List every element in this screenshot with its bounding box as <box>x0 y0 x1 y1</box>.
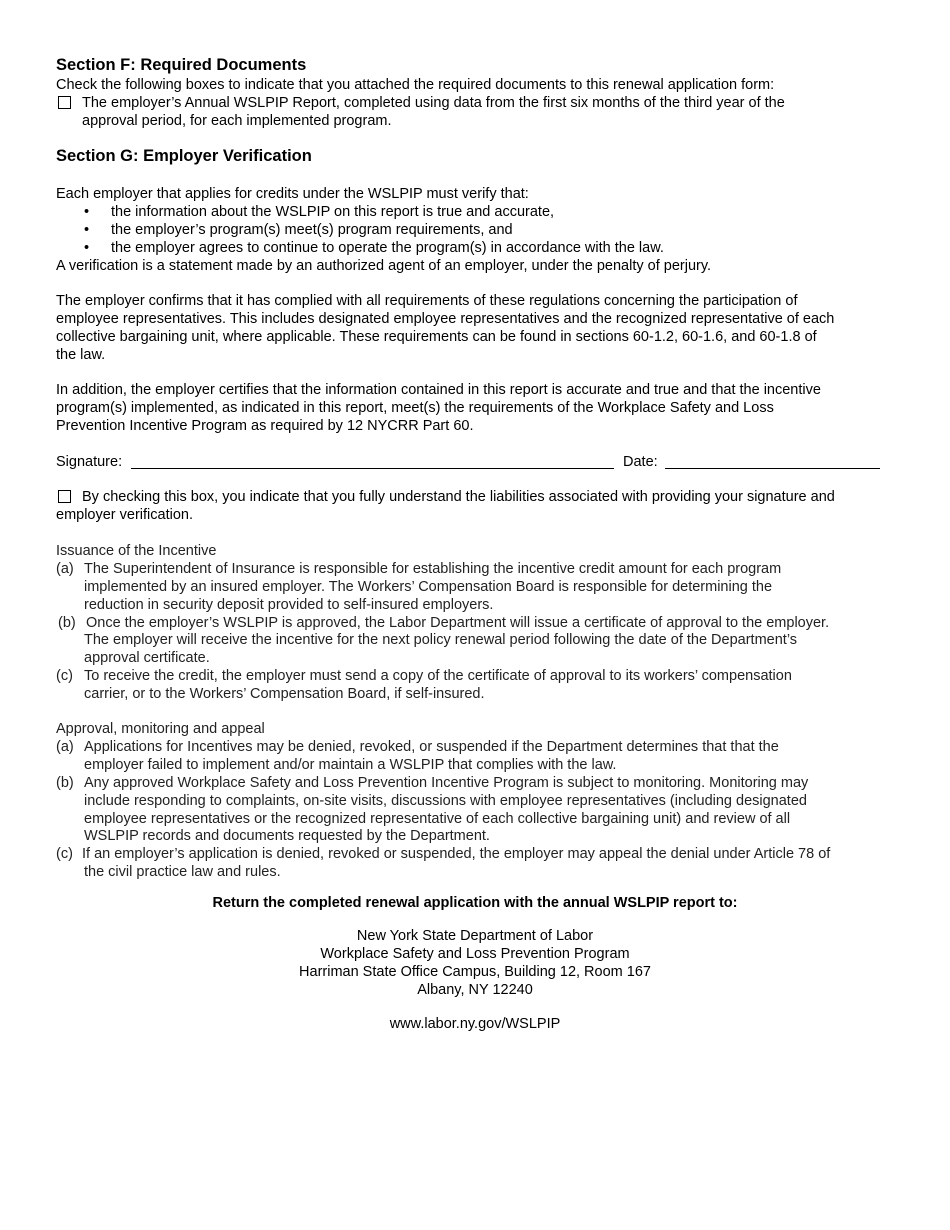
compliance-para-line4: the law. <box>56 347 106 363</box>
section-g-intro: Each employer that applies for credits under the WSLPIP must verify that: <box>56 186 529 202</box>
verify-bullet-2: the employer’s program(s) meet(s) program requirements, and <box>111 222 513 238</box>
certification-para-line3: Prevention Incentive Program as required by 12 NYCRR Part 60. <box>56 418 474 434</box>
section-f-heading: Section F: Required Documents <box>56 56 307 74</box>
issuance-b-line3: approval certificate. <box>84 650 210 666</box>
approval-c-line1: If an employer’s application is denied, revoked or suspended, the employer may appeal the denial under Article 78 of <box>82 846 831 862</box>
required-documents-label-line1: The employer’s Annual WSLPIP Report, completed using data from the first six months of the third year of the <box>82 95 785 111</box>
website-link[interactable]: www.labor.ny.gov/WSLPIP <box>389 1016 561 1032</box>
approval-b-line4: WSLPIP records and documents requested by the Department. <box>84 828 490 844</box>
required-documents-label-line2: approval period, for each implemented program. <box>82 113 392 129</box>
issuance-marker-b: (b) <box>58 615 76 631</box>
required-documents-checkbox[interactable] <box>58 96 71 109</box>
verify-bullet-3: the employer agrees to continue to operate the program(s) in accordance with the law. <box>111 240 664 256</box>
address-line-2: Workplace Safety and Loss Prevention Program <box>320 946 630 962</box>
verification-note: A verification is a statement made by an authorized agent of an employer, under the penalty of perjury. <box>56 258 712 274</box>
issuance-heading: Issuance of the Incentive <box>56 543 217 559</box>
approval-b-line1: Any approved Workplace Safety and Loss Prevention Incentive Program is subject to monitoring. Monitoring may <box>84 775 809 791</box>
issuance-c-line1: To receive the credit, the employer must send a copy of the certificate of approval to its workers’ compensation <box>84 668 792 684</box>
issuance-marker-a: (a) <box>56 561 74 577</box>
compliance-para-line3: collective bargaining unit, where applicable. These requirements can be found in sections 60-1.2, 60-1.6, and 60-1.8 of <box>56 329 817 345</box>
return-heading: Return the completed renewal application with the annual WSLPIP report to: <box>212 895 738 911</box>
approval-a-line2: employer failed to implement and/or maintain a WSLPIP that complies with the law. <box>84 757 617 773</box>
approval-b-line3: employee representatives or the recognized representative of each collective bargaining unit) and review of all <box>84 811 791 827</box>
date-label: Date: <box>623 454 658 470</box>
signature-line[interactable] <box>131 468 614 469</box>
issuance-a-line1: The Superintendent of Insurance is responsible for establishing the incentive credit amount for each program <box>84 561 782 577</box>
signature-label: Signature: <box>56 454 123 470</box>
liability-checkbox[interactable] <box>58 490 71 503</box>
approval-c-line2: the civil practice law and rules. <box>84 864 281 880</box>
approval-marker-a: (a) <box>56 739 74 755</box>
section-g-heading: Section G: Employer Verification <box>56 147 312 165</box>
date-line[interactable] <box>665 468 880 469</box>
certification-para-line1: In addition, the employer certifies that the information contained in this report is accurate and true and that the incentive <box>56 382 821 398</box>
bullet-icon: • <box>84 222 90 238</box>
address-line-1: New York State Department of Labor <box>356 928 594 944</box>
verify-bullet-1: the information about the WSLPIP on this report is true and accurate, <box>111 204 555 220</box>
issuance-c-line2: carrier, or to the Workers’ Compensation Board, if self-insured. <box>84 686 485 702</box>
bullet-icon: • <box>84 240 90 256</box>
issuance-b-line2: The employer will receive the incentive for the next policy renewal period following the date of the Department’s <box>84 632 798 648</box>
issuance-b-line1: Once the employer’s WSLPIP is approved, the Labor Department will issue a certificate of approval to the employer. <box>86 615 830 631</box>
address-line-3: Harriman State Office Campus, Building 12, Room 167 <box>299 964 651 980</box>
approval-marker-b: (b) <box>56 775 74 791</box>
issuance-a-line3: reduction in security deposit provided to self-insured employers. <box>84 597 494 613</box>
liability-label-line2: employer verification. <box>56 507 193 523</box>
approval-heading: Approval, monitoring and appeal <box>56 721 265 737</box>
issuance-a-line2: implemented by an insured employer. The Workers’ Compensation Board is responsible for determining the <box>84 579 773 595</box>
bullet-icon: • <box>84 204 90 220</box>
compliance-para-line1: The employer confirms that it has complied with all requirements of these regulations concerning the participation of <box>56 293 798 309</box>
approval-a-line1: Applications for Incentives may be denied, revoked, or suspended if the Department determines that that the <box>84 739 779 755</box>
section-f-intro: Check the following boxes to indicate that you attached the required documents to this renewal application form: <box>56 77 775 93</box>
compliance-para-line2: employee representatives. This includes designated employee representatives and the recognized representative of each <box>56 311 835 327</box>
issuance-marker-c: (c) <box>56 668 73 684</box>
approval-marker-c: (c) <box>56 846 73 862</box>
liability-label-line1: By checking this box, you indicate that you fully understand the liabilities associated with providing your signature and <box>82 489 835 505</box>
approval-b-line2: include responding to complaints, on-site visits, discussions with employee representatives (including designated <box>84 793 807 809</box>
address-line-4: Albany, NY 12240 <box>417 982 533 998</box>
certification-para-line2: program(s) implemented, as indicated in this report, meet(s) the requirements of the Workplace Safety and Loss <box>56 400 774 416</box>
